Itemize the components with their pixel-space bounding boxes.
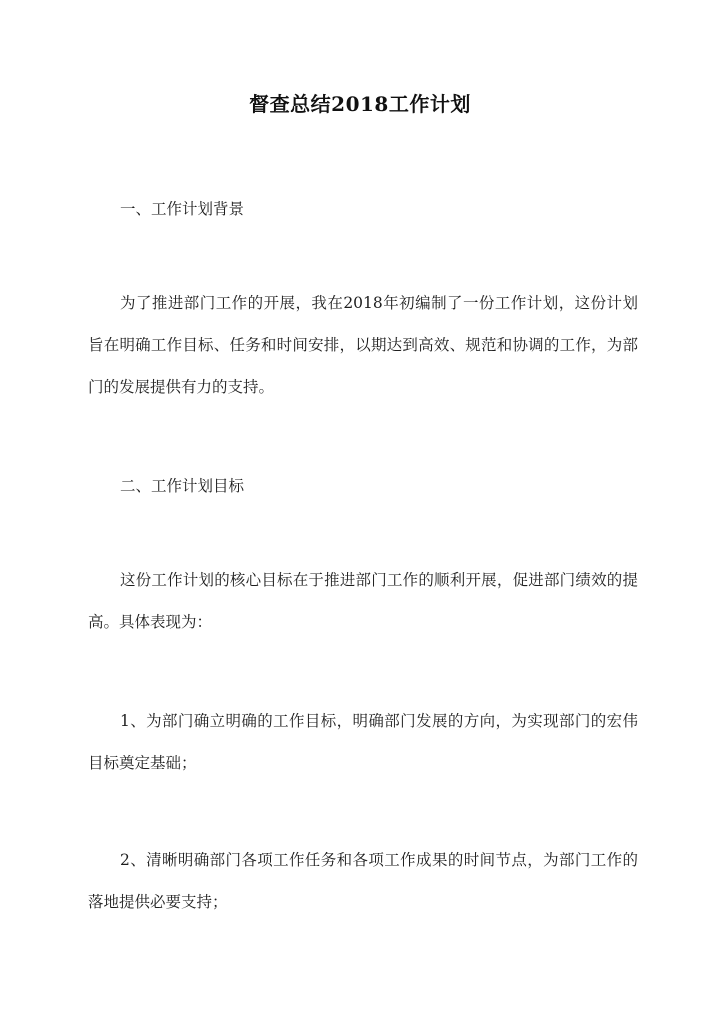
- list-item-goal-2: 2、清晰明确部门各项工作任务和各项工作成果的时间节点，为部门工作的落地提供必要支持；: [88, 851, 638, 911]
- paragraph-background: 为了推进部门工作的开展，我在2018年初编制了一份工作计划，这份计划旨在明确工作目标、任务和时间安排，以期达到高效、规范和协调的工作，为部门的发展提供有力的支持。: [88, 294, 638, 396]
- section-heading-goals: 二、工作计划目标: [120, 477, 245, 495]
- list-item-goal-1: 1、为部门确立明确的工作目标，明确部门发展的方向，为实现部门的宏伟目标奠定基础；: [88, 712, 638, 772]
- paragraph-goals: 这份工作计划的核心目标在于推进部门工作的顺利开展，促进部门绩效的提高。具体表现为：: [88, 571, 638, 631]
- section-heading-background: 一、工作计划背景: [120, 200, 245, 218]
- document-title: 督查总结2018工作计划: [249, 92, 471, 116]
